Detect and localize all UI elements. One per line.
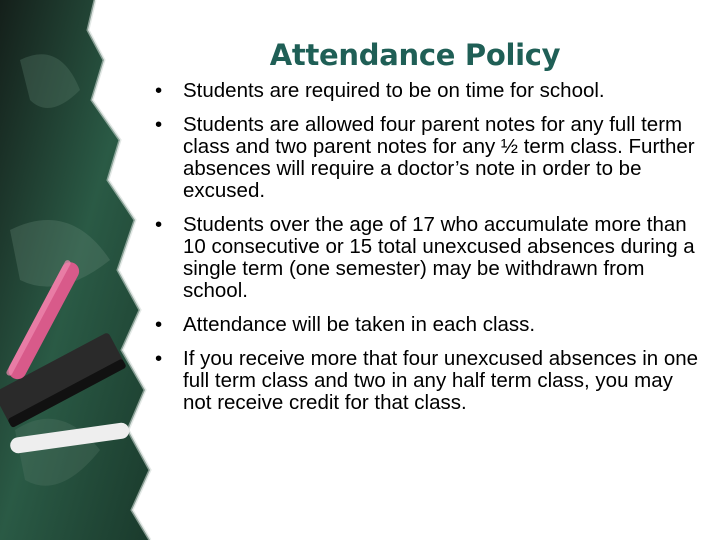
bullet-item: • Students over the age of 17 who accumulate more than 10 consecutive or 15 total unexcused absences during a single term (one semester) may be withdrawn from school. (155, 214, 700, 302)
bullet-item: • Attendance will be taken in each class. (155, 314, 700, 336)
bullet-item: • If you receive more that four unexcused absences in one full term class and two in any half term class, you may not receive credit for that class. (155, 348, 700, 414)
slide-title: Attendance Policy (269, 38, 561, 72)
bullet-item: • Students are allowed four parent notes for any full term class and two parent notes for any ½ term class. Further absences will require a doctor’s note in order to be excused. (155, 114, 700, 202)
bullet-item: • Students are required to be on time for school. (155, 80, 700, 102)
bullet-list (155, 80, 700, 426)
